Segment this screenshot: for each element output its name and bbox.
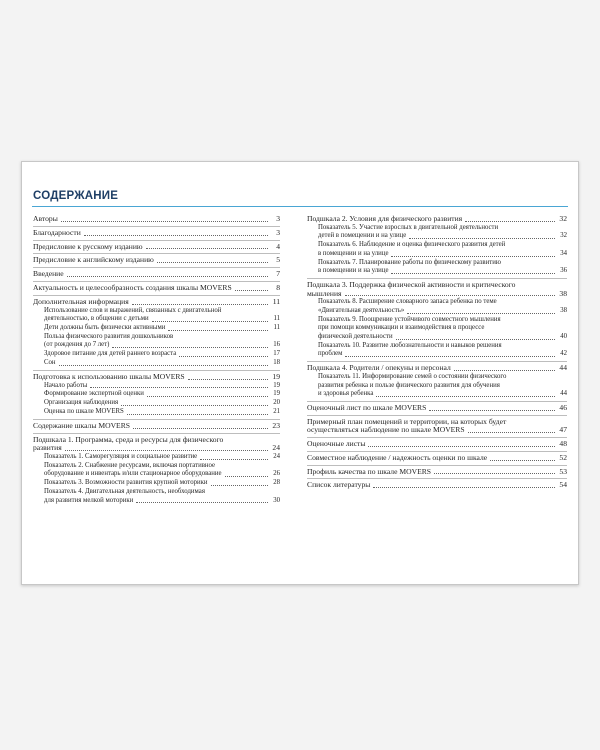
toc-entry-line[interactable]: Польза физического развития дошкольников: [44, 332, 174, 340]
toc-entry-line[interactable]: развития ребенка и пользе физического развития для обучения: [318, 381, 500, 389]
toc-entry-line[interactable]: при помощи коммуникации и взаимодействия в процессе: [318, 324, 485, 332]
toc-subentry[interactable]: в помещении и на улице 34: [318, 249, 567, 257]
toc-subentry[interactable]: Начало работы 19: [44, 381, 280, 389]
toc-subentry[interactable]: оборудование и инвентарь и/или стационарное оборудование 26: [44, 470, 280, 478]
toc-entry[interactable]: осуществляться наблюдение по шкале MOVERS 47: [307, 425, 567, 435]
toc-entry[interactable]: Список литературы 54: [307, 480, 567, 490]
toc-subentry[interactable]: Здоровое питание для детей раннего возраста 17: [44, 350, 280, 358]
toc-left-column: [33, 215, 280, 505]
toc-subentry[interactable]: «Двигательная деятельность» 38: [318, 306, 567, 314]
toc-entry[interactable]: Содержание шкалы MOVERS 23: [33, 420, 280, 430]
toc-right-column: [307, 215, 567, 490]
toc-subentry[interactable]: в помещении и на улице 36: [318, 267, 567, 275]
toc-subentry[interactable]: Организация наблюдения 20: [44, 399, 280, 407]
toc-entry-line[interactable]: Показатель 5. Участие взрослых в двигательной деятельности: [318, 223, 499, 231]
toc-entry[interactable]: Оценочный лист по шкале MOVERS 46: [307, 402, 567, 412]
toc-entry[interactable]: Введение 7: [33, 269, 280, 279]
toc-subentry[interactable]: Показатель 1. Саморегуляция и социальное развитие 24: [44, 452, 280, 460]
toc-subentry[interactable]: для развития мелкой моторики 30: [44, 496, 280, 504]
toc-subentry[interactable]: Сон 18: [44, 358, 280, 366]
toc-entry[interactable]: Подшкала 4. Родители / опекуны и персонал 44: [307, 363, 567, 373]
toc-subentry[interactable]: Показатель 3. Возможности развития крупной моторики 28: [44, 479, 280, 487]
toc-subentry[interactable]: Оценка по шкале MOVERS 21: [44, 407, 280, 415]
toc-subentry[interactable]: проблем 42: [318, 350, 567, 358]
toc-entry[interactable]: Актуальность и целесообразность создания шкалы MOVERS 8: [33, 282, 280, 292]
toc-entry[interactable]: Авторы 3: [33, 214, 280, 223]
toc-entry[interactable]: Предисловие к английскому изданию 5: [33, 255, 280, 265]
toc-entry-line[interactable]: Показатель 2. Снабжение ресурсами, включая портативное: [44, 461, 216, 469]
page-title: СОДЕРЖАНИЕ: [33, 190, 119, 202]
toc-entry-line[interactable]: Подшкала 1. Программа, среда и ресурсы для физического: [33, 434, 224, 444]
toc-entry[interactable]: Совместное наблюдение / надежность оценки по шкале 52: [307, 452, 567, 462]
toc-subentry[interactable]: Формирование экспертной оценки 19: [44, 390, 280, 398]
toc-entry-line[interactable]: Показатель 4. Двигательная деятельность, необходимая: [44, 487, 205, 495]
toc-subentry[interactable]: (от рождения до 7 лет) 16: [44, 341, 280, 349]
toc-entry-line[interactable]: Показатель 11. Информирование семей о состоянии физического: [318, 372, 507, 380]
toc-subentry[interactable]: и здоровья ребенка 44: [318, 390, 567, 398]
document-page: [21, 161, 579, 585]
toc-entry-line[interactable]: Показатель 6. Наблюдение и оценка физического развития детей: [318, 241, 506, 249]
toc-entry-line[interactable]: Примерный план помещений и территории, на которых будет: [307, 416, 507, 426]
toc-entry[interactable]: Благодарности 3: [33, 227, 280, 237]
toc-entry[interactable]: Дополнительная информация 11: [33, 296, 280, 306]
toc-entry[interactable]: Оценочные листы 48: [307, 439, 567, 449]
toc-subentry[interactable]: Дети должны быть физически активными 11: [44, 323, 280, 331]
title-rule: [32, 206, 568, 207]
toc-entry[interactable]: Подготовка к использованию шкалы MOVERS 19: [33, 371, 280, 381]
toc-subentry[interactable]: детей в помещении и на улице 32: [318, 232, 567, 240]
toc-entry-line[interactable]: Показатель 7. Планирование работы по физическому развитию: [318, 258, 501, 266]
toc-entry[interactable]: Предисловие к русскому изданию 4: [33, 241, 280, 251]
toc-entry-line[interactable]: Использование слов и выражений, связанных с двигательной: [44, 306, 222, 314]
toc-subentry[interactable]: деятельностью, в общении с детьми 11: [44, 315, 280, 323]
toc-entry[interactable]: развития 24: [33, 443, 280, 453]
toc-entry[interactable]: мышления 38: [307, 288, 567, 298]
toc-entry[interactable]: Профиль качества по шкале MOVERS 53: [307, 466, 567, 476]
toc-entry-line[interactable]: Показатель 10. Развитие любознательности и навыков решения: [318, 341, 502, 349]
toc-subentry[interactable]: физической деятельности 40: [318, 332, 567, 340]
toc-entry[interactable]: Подшкала 2. Условия для физического развития 32: [307, 214, 567, 223]
toc-entry-line[interactable]: Подшкала 3. Поддержка физической активности и критического: [307, 279, 516, 289]
toc-entry-line[interactable]: Показатель 9. Поощрение устойчивого совместного мышления: [318, 315, 501, 323]
toc-entry-line[interactable]: Показатель 8. Расширение словарного запаса ребенка по теме: [318, 298, 497, 306]
